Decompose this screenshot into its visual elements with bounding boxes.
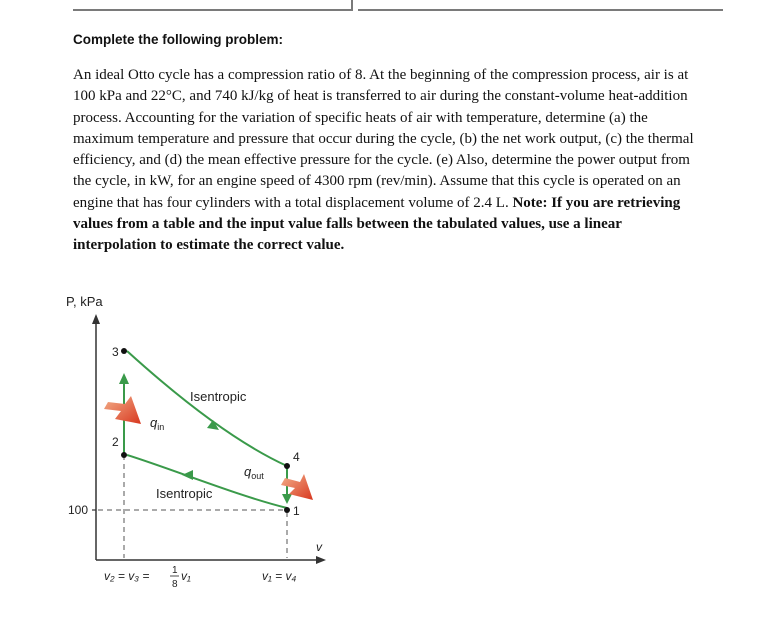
state-point-3 [121,348,127,354]
state-label-3: 3 [112,345,119,359]
isentropic-upper-label: Isentropic [190,389,247,404]
pressure-tick-label: 100 [68,503,89,517]
q-out-label: $q_{out}$ [244,464,264,481]
arrow-up-icon [119,373,129,384]
expansion-curve-3-4 [127,351,287,466]
v-small-frac-num: 1 [172,565,178,576]
state-point-1 [284,507,290,513]
isentropic-lower-label: Isentropic [156,486,213,501]
v-small-tail: v₁ [181,569,191,583]
y-axis-arrow-icon [92,314,100,324]
process-curves [124,351,287,508]
y-axis-label: P, kPa [66,294,103,309]
problem-heading: Complete the following problem: [73,32,283,47]
problem-text: An ideal Otto cycle has a compression ratio of 8. At the beginning of the compression process, air is at 100 kPa and 22°C, and 740 kJ/kg of heat is transferred to air during the constant-volume heat-addition process. Accounting for the variation of specific heats of air with temperature, determine (a) the maximum temperature and pressure that occur during the cycle, (b) the net work output, (c) the thermal efficiency, and (d) the mean effective pressure for the cycle. (e) Also, determine the power output from the cycle, in kW, for an engine speed of 4300 rpm (rev/min). Assume that this cycle is operated on an engine that has four cylinders with a total displacement volume of 2.4 L. [73,67,694,211]
v-large-label: v₁ = v₄ [262,569,297,583]
state-label-2: 2 [112,435,119,449]
state-point-4 [284,463,290,469]
arrow-compression-icon [182,470,193,480]
state-label-4: 4 [293,450,300,464]
arrow-down-icon [282,494,292,504]
x-axis-arrow-icon [316,556,326,564]
heat-arrows [104,396,313,500]
q-in-label: $q_{in}$ [150,415,165,432]
v-small-label [104,565,191,590]
v-small-frac-den: 8 [172,579,178,590]
state-point-2 [121,452,127,458]
problem-note: Note: If you are retrieving values from a table and the input value falls between the tabulated values, use a linear interpolation to estimate the correct value. [73,194,681,254]
state-label-1: 1 [293,504,300,518]
v-small-label-text: v₂ = v₃ = [104,569,150,583]
x-axis-label: v [316,540,322,554]
heat-in-arrow-icon [104,396,141,424]
